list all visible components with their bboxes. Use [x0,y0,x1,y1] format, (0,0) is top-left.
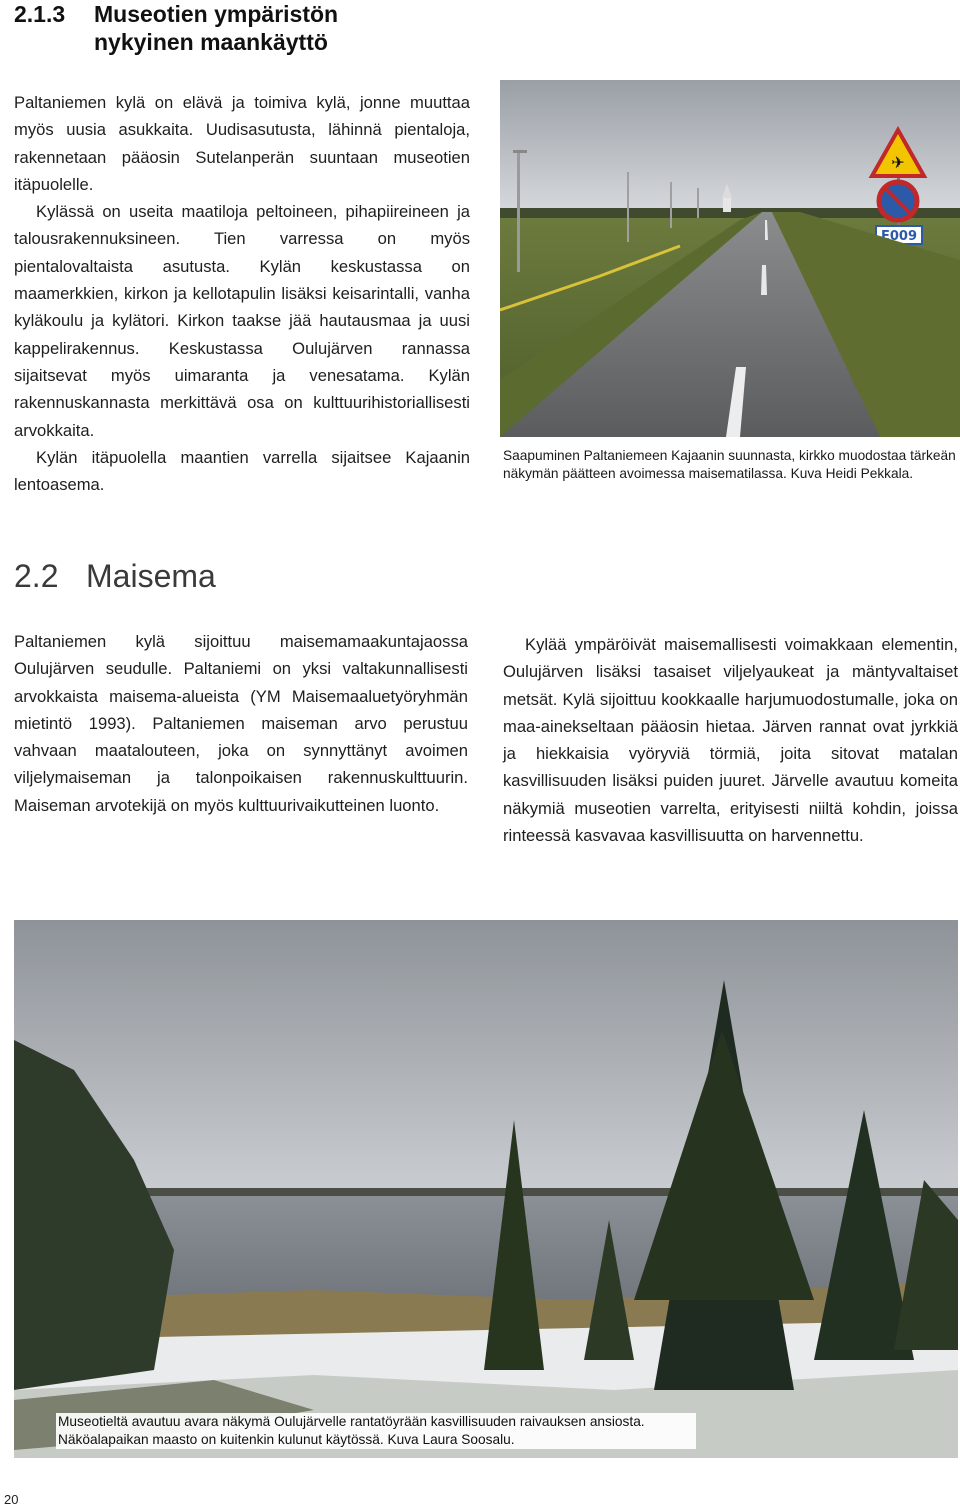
paragraph-lake-views: Kylää ympäröivät maisemallisesti voimakkaan elementin, Oulujärven lisäksi tasaiset viljelyaukeat ja mäntyvaltaiset metsät. Kylä sijoittuu kookkaalle harjumuodostumalle, joka on maa-ainekseltaan pääosin hietaa. Järven rannat ovat jyrkkiä ja hiekkaisia vyöryviä törmiä, joita sitovat matalan kasvillisuuden lisäksi puiden juuret. Järvelle avautuu komeita näkymiä museotien varrelta, erityisesti niiltä kohdin, joissa rinteessä kasvavaa kasvillisuutta on harvennettu. [503,635,958,846]
section-number: 2.1.3 [14,1,66,27]
section-title-2-2 [14,556,216,596]
paragraph-landscape-value: Paltaniemen kylä sijoittuu maisemamaakuntajaossa Oulujärven seudulle. Paltaniemi on yksi valtakunnallisesti arvokkaista maisema-alueista (YM Maisemaaluetyöryhmän mietintö 1993). Paltaniemen maiseman arvo perustuu vahvaan maatalouteen, joka on synnyttänyt avoimen viljelymaiseman ja talonpoikaisen rakennuskulttuurin. Maiseman arvotekijä on myös kulttuurivaikutteinen luonto. [14,632,468,815]
section-title-2-1-3 [14,0,414,56]
page-number: 20 [4,1492,19,1507]
section-title-line1: Museotien ympäristön [94,1,339,27]
land-use-text [14,89,470,498]
paragraph-new-residents: Paltaniemen kylä on elävä ja toimiva kylä, jonne muuttaa myös uusia asukkaita. Uudisasutusta, lähinnä pientaloja, rakennetaan pääosin Sutelanperän suuntaan museotien itäpuolelle. [14,93,470,194]
lake-photo [14,920,958,1458]
road-number-sign: E009 [880,229,918,244]
section-number: 2.2 [14,558,59,594]
paragraph-village-structure: Kylässä on useita maatiloja peltoineen, pihapiireineen ja talousrakennuksineen. Tien varressa on myös pientalovaltaista asutusta. Kylän keskustassa on maamerkkien, kirkon ja kellotapulin lisäksi keisarintalli, vanha kyläkoulu ja kylätori. Kirkon taakse jää hautausmaa ja uusi kappelirakennus. Keskustassa Oulujärven rannassa sijaitsevat myös uimaranta ja venesatama. Kylän rakennuskannasta merkittävä osa on kulttuurihistoriallisesti arvokkaita. [14,202,470,440]
svg-text:✈: ✈ [891,153,905,172]
section-title-line2: nykyinen maankäyttö [94,29,328,55]
road-photo-caption: Saapuminen Paltaniemeen Kajaanin suunnasta, kirkko muodostaa tärkeän näkymän päätteen avoimessa maisematilassa. Kuva Heidi Pekkala. [503,448,956,481]
landscape-left-column [14,628,468,819]
paragraph-airport: Kylän itäpuolella maantien varrella sijaitsee Kajaanin lentoasema. [14,447,470,495]
landscape-right-column [503,631,958,849]
road-photo [500,80,960,437]
section-title-text: Maisema [86,558,216,594]
lake-photo-caption: Museotieltä avautuu avara näkymä Oulujärvelle rantatöyrään kasvillisuuden raivauksen ansiosta. Näköalapaikan maasto on kuitenkin kulunut käytössä. Kuva Laura Soosalu. [56,1413,696,1449]
